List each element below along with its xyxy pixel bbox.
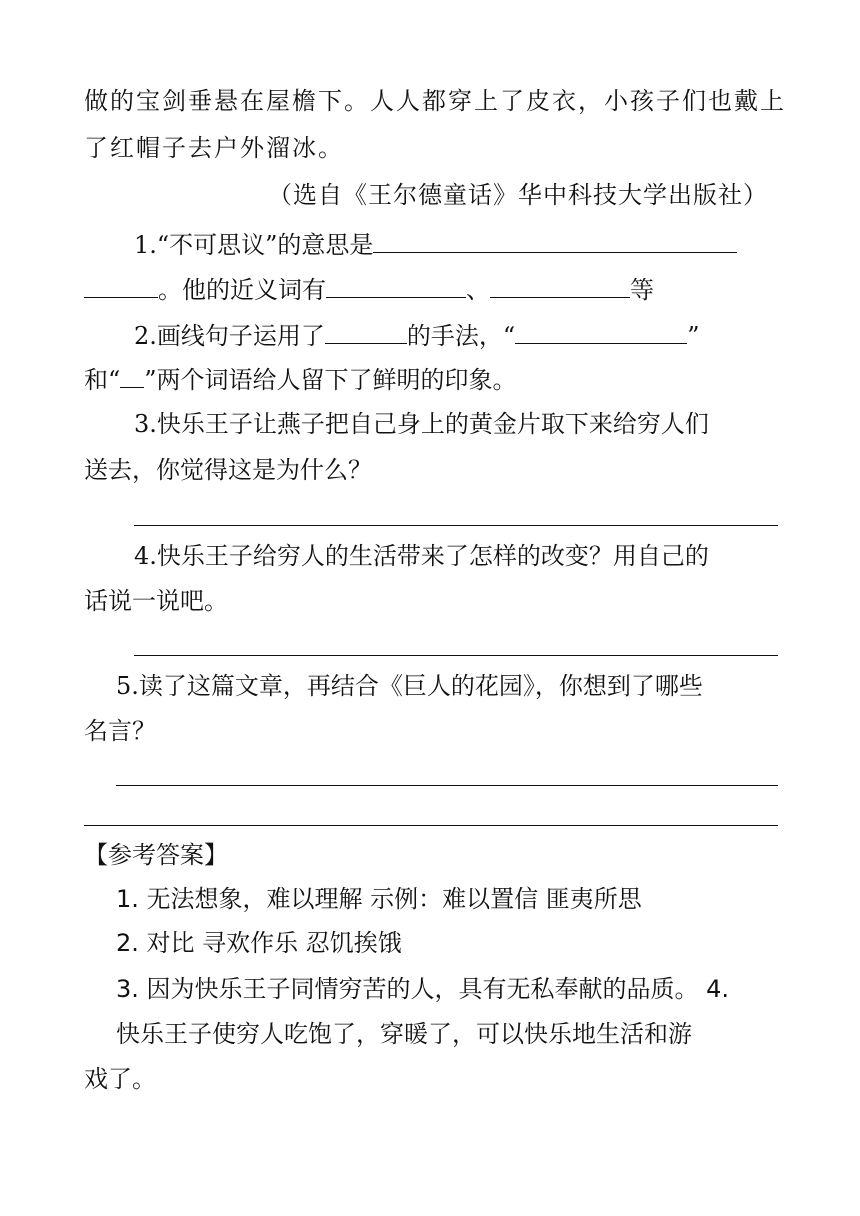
question-5-line-1: 5.读了这篇文章，再结合《巨人的花园》，你想到了哪些: [116, 672, 703, 700]
passage-source: （选自《王尔德童话》华中科技大学出版社）: [268, 181, 768, 209]
answer-1: 1. 无法想象，难以理解 示例：难以置信 匪夷所思: [116, 885, 642, 913]
question-1-line-1: [134, 226, 737, 262]
question-1-text-2: 。他的近义词有: [158, 276, 326, 304]
question-4-line-1: 4.快乐王子给穷人的生活带来了怎样的改变？用自己的: [134, 542, 709, 570]
synonym-blank-1[interactable]: [326, 271, 466, 298]
question-2-text-4: ”两个词语给人留下了鲜明的印象。: [144, 366, 517, 394]
passage-line-2: 了红帽子去户外溜冰。: [84, 134, 344, 162]
question-4-line-2: 话说一说吧。: [84, 587, 228, 615]
technique-blank[interactable]: [325, 317, 407, 344]
answer-line[interactable]: [116, 785, 778, 786]
question-1-line-2: [84, 271, 654, 307]
answer-3: 3. 因为快乐王子同情穷苦的人，具有无私奉献的品质。 4.: [116, 975, 730, 1003]
answer-line[interactable]: [134, 655, 778, 656]
question-2-text: 2.画线句子运用了: [134, 322, 325, 350]
question-1-text: 1.“不可思议”的意思是: [134, 231, 374, 259]
question-2-text-2: 的手法，“: [406, 322, 516, 350]
answer-blank[interactable]: [373, 226, 737, 253]
question-3-line-2: 送去，你觉得这是为什么？: [84, 456, 372, 484]
question-5-line-2: 名言？: [84, 717, 156, 745]
answers-heading: 【参考答案】: [84, 841, 228, 869]
answer-line[interactable]: [134, 525, 778, 526]
question-2-line-2: [84, 361, 517, 397]
question-2-line-1: [134, 317, 699, 353]
answer-4-line-1: 快乐王子使穷人吃饱了，穿暖了，可以快乐地生活和游: [116, 1020, 692, 1048]
passage-line-1: 做的宝剑垂悬在屋檐下。人人都穿上了皮衣，小孩子们也戴上: [84, 87, 786, 115]
word-blank-1[interactable]: [515, 317, 687, 344]
answer-blank[interactable]: [84, 271, 158, 298]
question-3-line-1: 3.快乐王子让燕子把自己身上的黄金片取下来给穷人们: [134, 410, 709, 438]
answer-4-line-2: 戏了。: [84, 1065, 156, 1093]
question-1-end: 等: [630, 276, 654, 304]
answer-2: 2. 对比 寻欢作乐 忍饥挨饿: [116, 929, 402, 957]
synonym-blank-2[interactable]: [490, 271, 630, 298]
separator: 、: [466, 276, 490, 304]
section-divider: [84, 825, 778, 826]
question-2-quote: ”: [687, 322, 700, 350]
word-blank-2[interactable]: [120, 361, 144, 388]
question-2-text-3: 和“: [84, 366, 121, 394]
